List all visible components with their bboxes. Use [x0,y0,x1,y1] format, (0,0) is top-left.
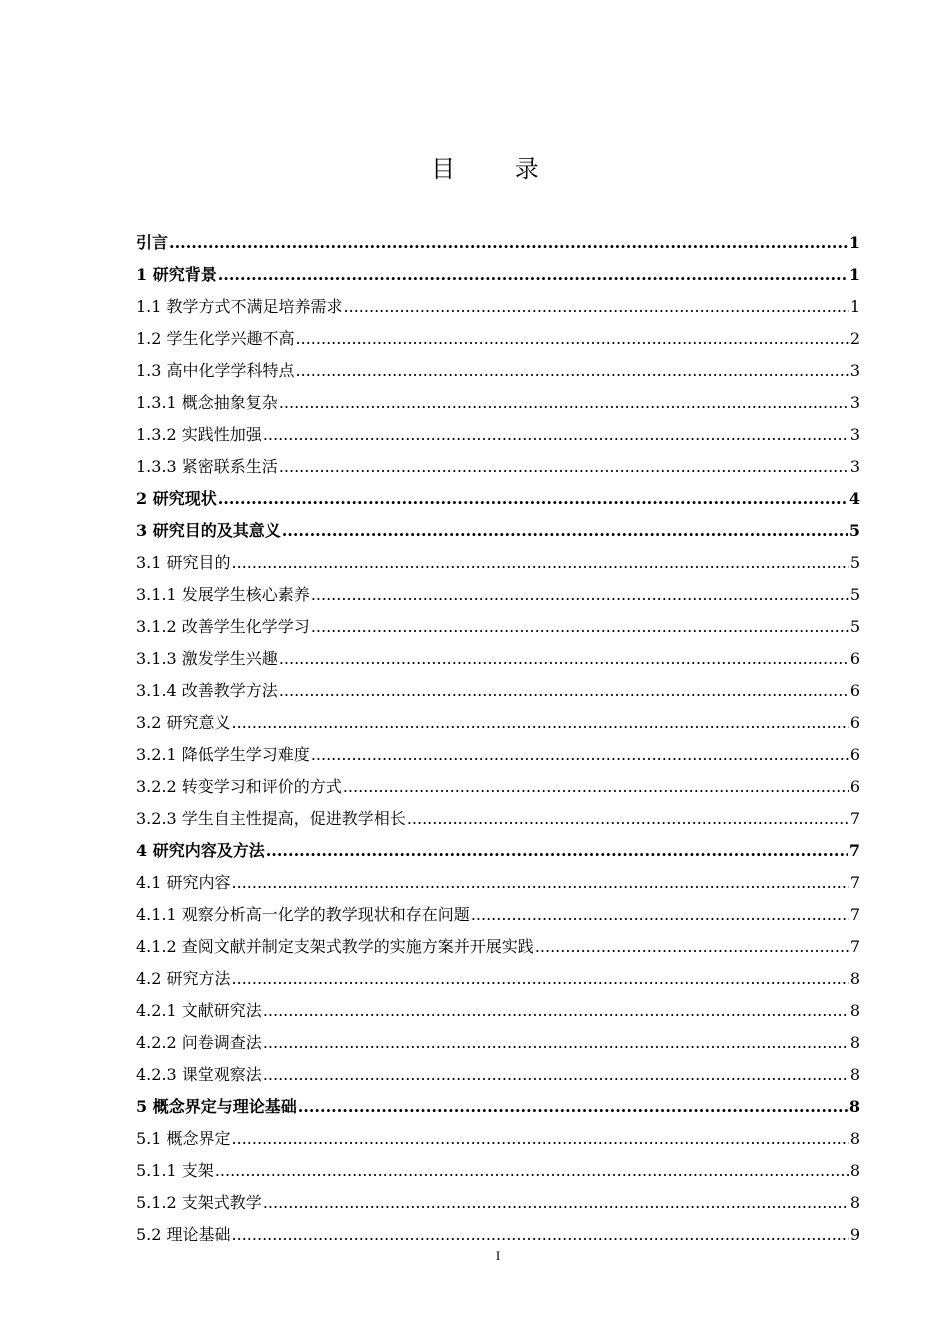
toc-entry[interactable] [136,1150,860,1182]
toc-entry-label: 4.2 研究方法 [136,969,231,988]
toc-dot-leader [343,776,849,798]
toc-entry-page: 4 [848,489,860,508]
toc-entry[interactable] [136,926,860,958]
toc-entry[interactable] [136,862,860,894]
toc-dot-leader [169,232,848,254]
toc-dot-leader [263,424,849,446]
toc-entry-page: 5 [849,553,860,572]
toc-entry-page: 1 [848,265,860,284]
toc-entry-label: 3.1.3 激发学生兴趣 [136,649,278,668]
toc-entry[interactable] [136,830,860,862]
toc-entry-label: 4.2.3 课堂观察法 [136,1065,262,1084]
toc-entry-label: 5.2 理论基础 [136,1225,231,1244]
toc-entry-label: 3.1.4 改善教学方法 [136,681,278,700]
toc-entry[interactable] [136,1086,860,1118]
toc-entry-label: 3.1 研究目的 [136,553,231,572]
toc-entry-page: 8 [848,1097,860,1116]
toc-entry-label: 1.3 高中化学学科特点 [136,361,295,380]
toc-entry-page: 7 [849,905,860,924]
toc-entry-page: 6 [849,713,860,732]
toc-entry[interactable] [136,1182,860,1214]
toc-entry-page: 7 [849,809,860,828]
toc-entry-page: 6 [849,745,860,764]
toc-entry-label: 4.2.2 问卷调查法 [136,1033,262,1052]
toc-dot-leader [232,712,849,734]
toc-dot-leader [298,1096,848,1118]
toc-entry-page: 8 [849,1193,860,1212]
toc-entry-label: 3.1.1 发展学生核心素养 [136,585,310,604]
toc-dot-leader [263,1000,849,1022]
toc-dot-leader [311,584,849,606]
toc-entry-page: 8 [849,1129,860,1148]
toc-dot-leader [215,1160,849,1182]
toc-entry[interactable] [136,1118,860,1150]
toc-entry-label: 3.2 研究意义 [136,713,231,732]
toc-entry[interactable] [136,734,860,766]
toc-dot-leader [279,680,849,702]
toc-dot-leader [232,1224,849,1246]
toc-entry-label: 4 研究内容及方法 [136,841,265,860]
toc-entry[interactable] [136,254,860,286]
toc-entry[interactable] [136,1022,860,1054]
toc-entry-label: 3 研究目的及其意义 [136,521,281,540]
toc-entry[interactable] [136,894,860,926]
toc-dot-leader [344,296,849,318]
toc-entry-page: 1 [848,233,860,252]
toc-entry-page: 6 [849,777,860,796]
toc-dot-leader [218,488,848,510]
toc-entry-label: 1.3.1 概念抽象复杂 [136,393,278,412]
toc-entry-page: 7 [849,873,860,892]
toc-entry-label: 4.1.2 查阅文献并制定支架式教学的实施方案并开展实践 [136,937,534,956]
toc-dot-leader [535,936,849,958]
toc-dot-leader [311,744,849,766]
toc-dot-leader [279,648,849,670]
toc-entry[interactable] [136,350,860,382]
toc-dot-leader [232,1128,849,1150]
toc-dot-leader [296,328,849,350]
toc-entry-label: 5 概念界定与理论基础 [136,1097,297,1116]
toc-entry[interactable] [136,990,860,1022]
toc-entry-page: 8 [849,1001,860,1020]
toc-dot-leader [263,1064,849,1086]
toc-entry-page: 2 [849,329,860,348]
toc-entry[interactable] [136,542,860,574]
toc-entry-label: 2 研究现状 [136,489,217,508]
toc-dot-leader [263,1192,849,1214]
toc-entry-label: 1.3.3 紧密联系生活 [136,457,278,476]
toc-entry[interactable] [136,510,860,542]
toc-entry-page: 5 [849,617,860,636]
toc-entry[interactable] [136,414,860,446]
toc-dot-leader [279,456,849,478]
toc-entry[interactable] [136,318,860,350]
toc-entry-page: 7 [849,937,860,956]
toc-dot-leader [266,840,848,862]
toc-entry[interactable] [136,606,860,638]
toc-entry-page: 8 [849,969,860,988]
toc-entry[interactable] [136,1214,860,1246]
toc-entry-page: 6 [849,681,860,700]
toc-entry-page: 6 [849,649,860,668]
toc-entry[interactable] [136,958,860,990]
toc-entry-page: 1 [849,297,860,316]
page-title: 目 录 [431,155,565,183]
toc-entry[interactable] [136,574,860,606]
toc-entry-label: 5.1.1 支架 [136,1161,214,1180]
toc-entry-page: 5 [848,521,860,540]
toc-entry[interactable] [136,702,860,734]
table-of-contents [136,222,860,1246]
toc-entry-label: 4.2.1 文献研究法 [136,1001,262,1020]
toc-entry-label: 1.2 学生化学兴趣不高 [136,329,295,348]
toc-dot-leader [282,520,848,542]
toc-entry[interactable] [136,1054,860,1086]
toc-entry[interactable] [136,798,860,830]
toc-dot-leader [263,1032,849,1054]
toc-entry-label: 5.1 概念界定 [136,1129,231,1148]
toc-dot-leader [407,808,849,830]
toc-entry-page: 8 [849,1161,860,1180]
toc-entry-page: 3 [849,425,860,444]
toc-entry[interactable] [136,766,860,798]
toc-entry-label: 3.2.3 学生自主性提高，促进教学相长 [136,809,406,828]
toc-dot-leader [218,264,848,286]
toc-dot-leader [471,904,849,926]
toc-entry-page: 8 [849,1033,860,1052]
toc-entry-label: 3.2.2 转变学习和评价的方式 [136,777,342,796]
toc-entry[interactable] [136,446,860,478]
toc-dot-leader [311,616,849,638]
toc-entry-label: 1 研究背景 [136,265,217,284]
toc-entry-page: 3 [849,361,860,380]
toc-dot-leader [232,968,849,990]
toc-entry[interactable] [136,638,860,670]
toc-entry[interactable] [136,382,860,414]
toc-entry-label: 4.1.1 观察分析高一化学的教学现状和存在问题 [136,905,470,924]
toc-entry[interactable] [136,478,860,510]
toc-entry-page: 7 [848,841,860,860]
toc-dot-leader [279,392,849,414]
toc-entry[interactable] [136,286,860,318]
toc-entry[interactable] [136,670,860,702]
toc-entry-label: 4.1 研究内容 [136,873,231,892]
toc-dot-leader [232,872,849,894]
toc-entry-page: 5 [849,585,860,604]
toc-entry-label: 1.1 教学方式不满足培养需求 [136,297,343,316]
toc-entry-label: 5.1.2 支架式教学 [136,1193,262,1212]
toc-entry[interactable] [136,222,860,254]
toc-entry-label: 3.2.1 降低学生学习难度 [136,745,310,764]
toc-entry-page: 8 [849,1065,860,1084]
toc-dot-leader [232,552,849,574]
toc-dot-leader [296,360,849,382]
page-number: I [495,1248,501,1263]
toc-entry-label: 引言 [136,233,169,252]
toc-entry-label: 3.1.2 改善学生化学学习 [136,617,310,636]
toc-entry-page: 3 [849,393,860,412]
toc-entry-page: 3 [849,457,860,476]
toc-entry-label: 1.3.2 实践性加强 [136,425,262,444]
toc-entry-page: 9 [849,1225,860,1244]
